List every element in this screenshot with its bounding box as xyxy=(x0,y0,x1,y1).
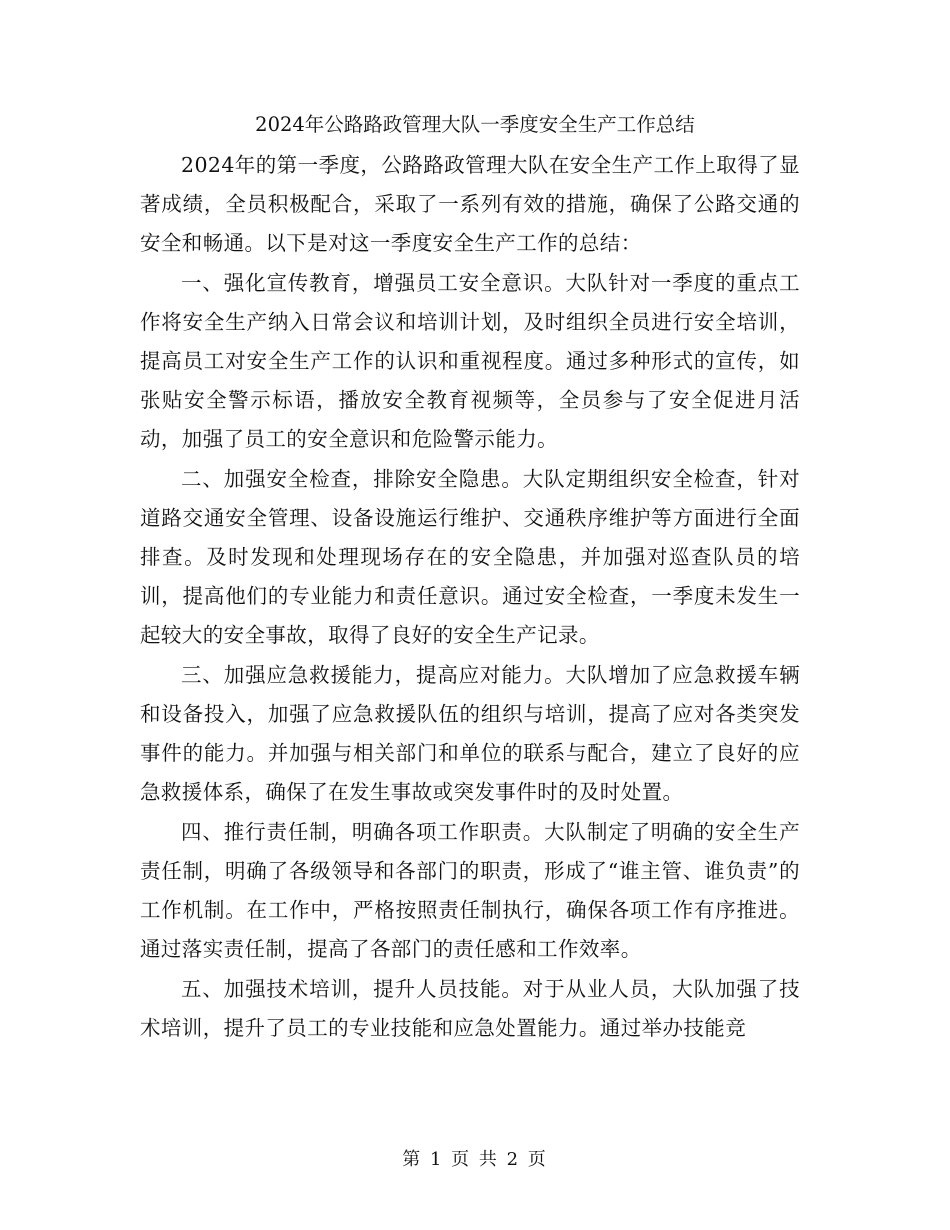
section-4-paragraph: 四、推行责任制，明确各项工作职责。大队制定了明确的安全生产责任制，明确了各级领导和各部门的职责，形成了“谁主管、谁负责”的工作机制。在工作中，严格按照责任制执行，确保各项工作有序推进。通过落实责任制，提高了各部门的责任感和工作效率。 xyxy=(140,820,800,961)
section-1-paragraph: 一、强化宣传教育，增强员工安全意识。大队针对一季度的重点工作将安全生产纳入日常会议和培训计划，及时组织全员进行安全培训，提高员工对安全生产工作的认识和重视程度。通过多种形式的宣传，如张贴安全警示标语，播放安全教育视频等，全员参与了安全促进月活动，加强了员工的安全意识和危险警示能力。 xyxy=(140,271,800,451)
intro-paragraph: 2024年的第一季度，公路路政管理大队在安全生产工作上取得了显著成绩，全员积极配合，采取了一系列有效的措施，确保了公路交通的安全和畅通。以下是对这一季度安全生产工作的总结： xyxy=(140,153,800,255)
section-2-paragraph: 二、加强安全检查，排除安全隐患。大队定期组织安全检查，针对道路交通安全管理、设备设施运行维护、交通秩序维护等方面进行全面排查。及时发现和处理现场存在的安全隐患，并加强对巡查队员的培训，提高他们的专业能力和责任意识。通过安全检查，一季度未发生一起较大的安全事故，取得了良好的安全生产记录。 xyxy=(140,467,800,647)
document-title: 2024年公路路政管理大队一季度安全生产工作总结 xyxy=(255,113,695,136)
page-number-footer: 第 1 页 共 2 页 xyxy=(402,1149,548,1170)
section-3-paragraph: 三、加强应急救援能力，提高应对能力。大队增加了应急救援车辆和设备投入，加强了应急救援队伍的组织与培训，提高了应对各类突发事件的能力。并加强与相关部门和单位的联系与配合，建立了良好的应急救援体系，确保了在发生事故或突发事件时的及时处置。 xyxy=(140,663,800,804)
document-body xyxy=(140,146,800,1048)
section-5-paragraph: 五、加强技术培训，提升人员技能。对于从业人员，大队加强了技术培训，提升了员工的专业技能和应急处置能力。通过举办技能竞 xyxy=(140,977,800,1040)
